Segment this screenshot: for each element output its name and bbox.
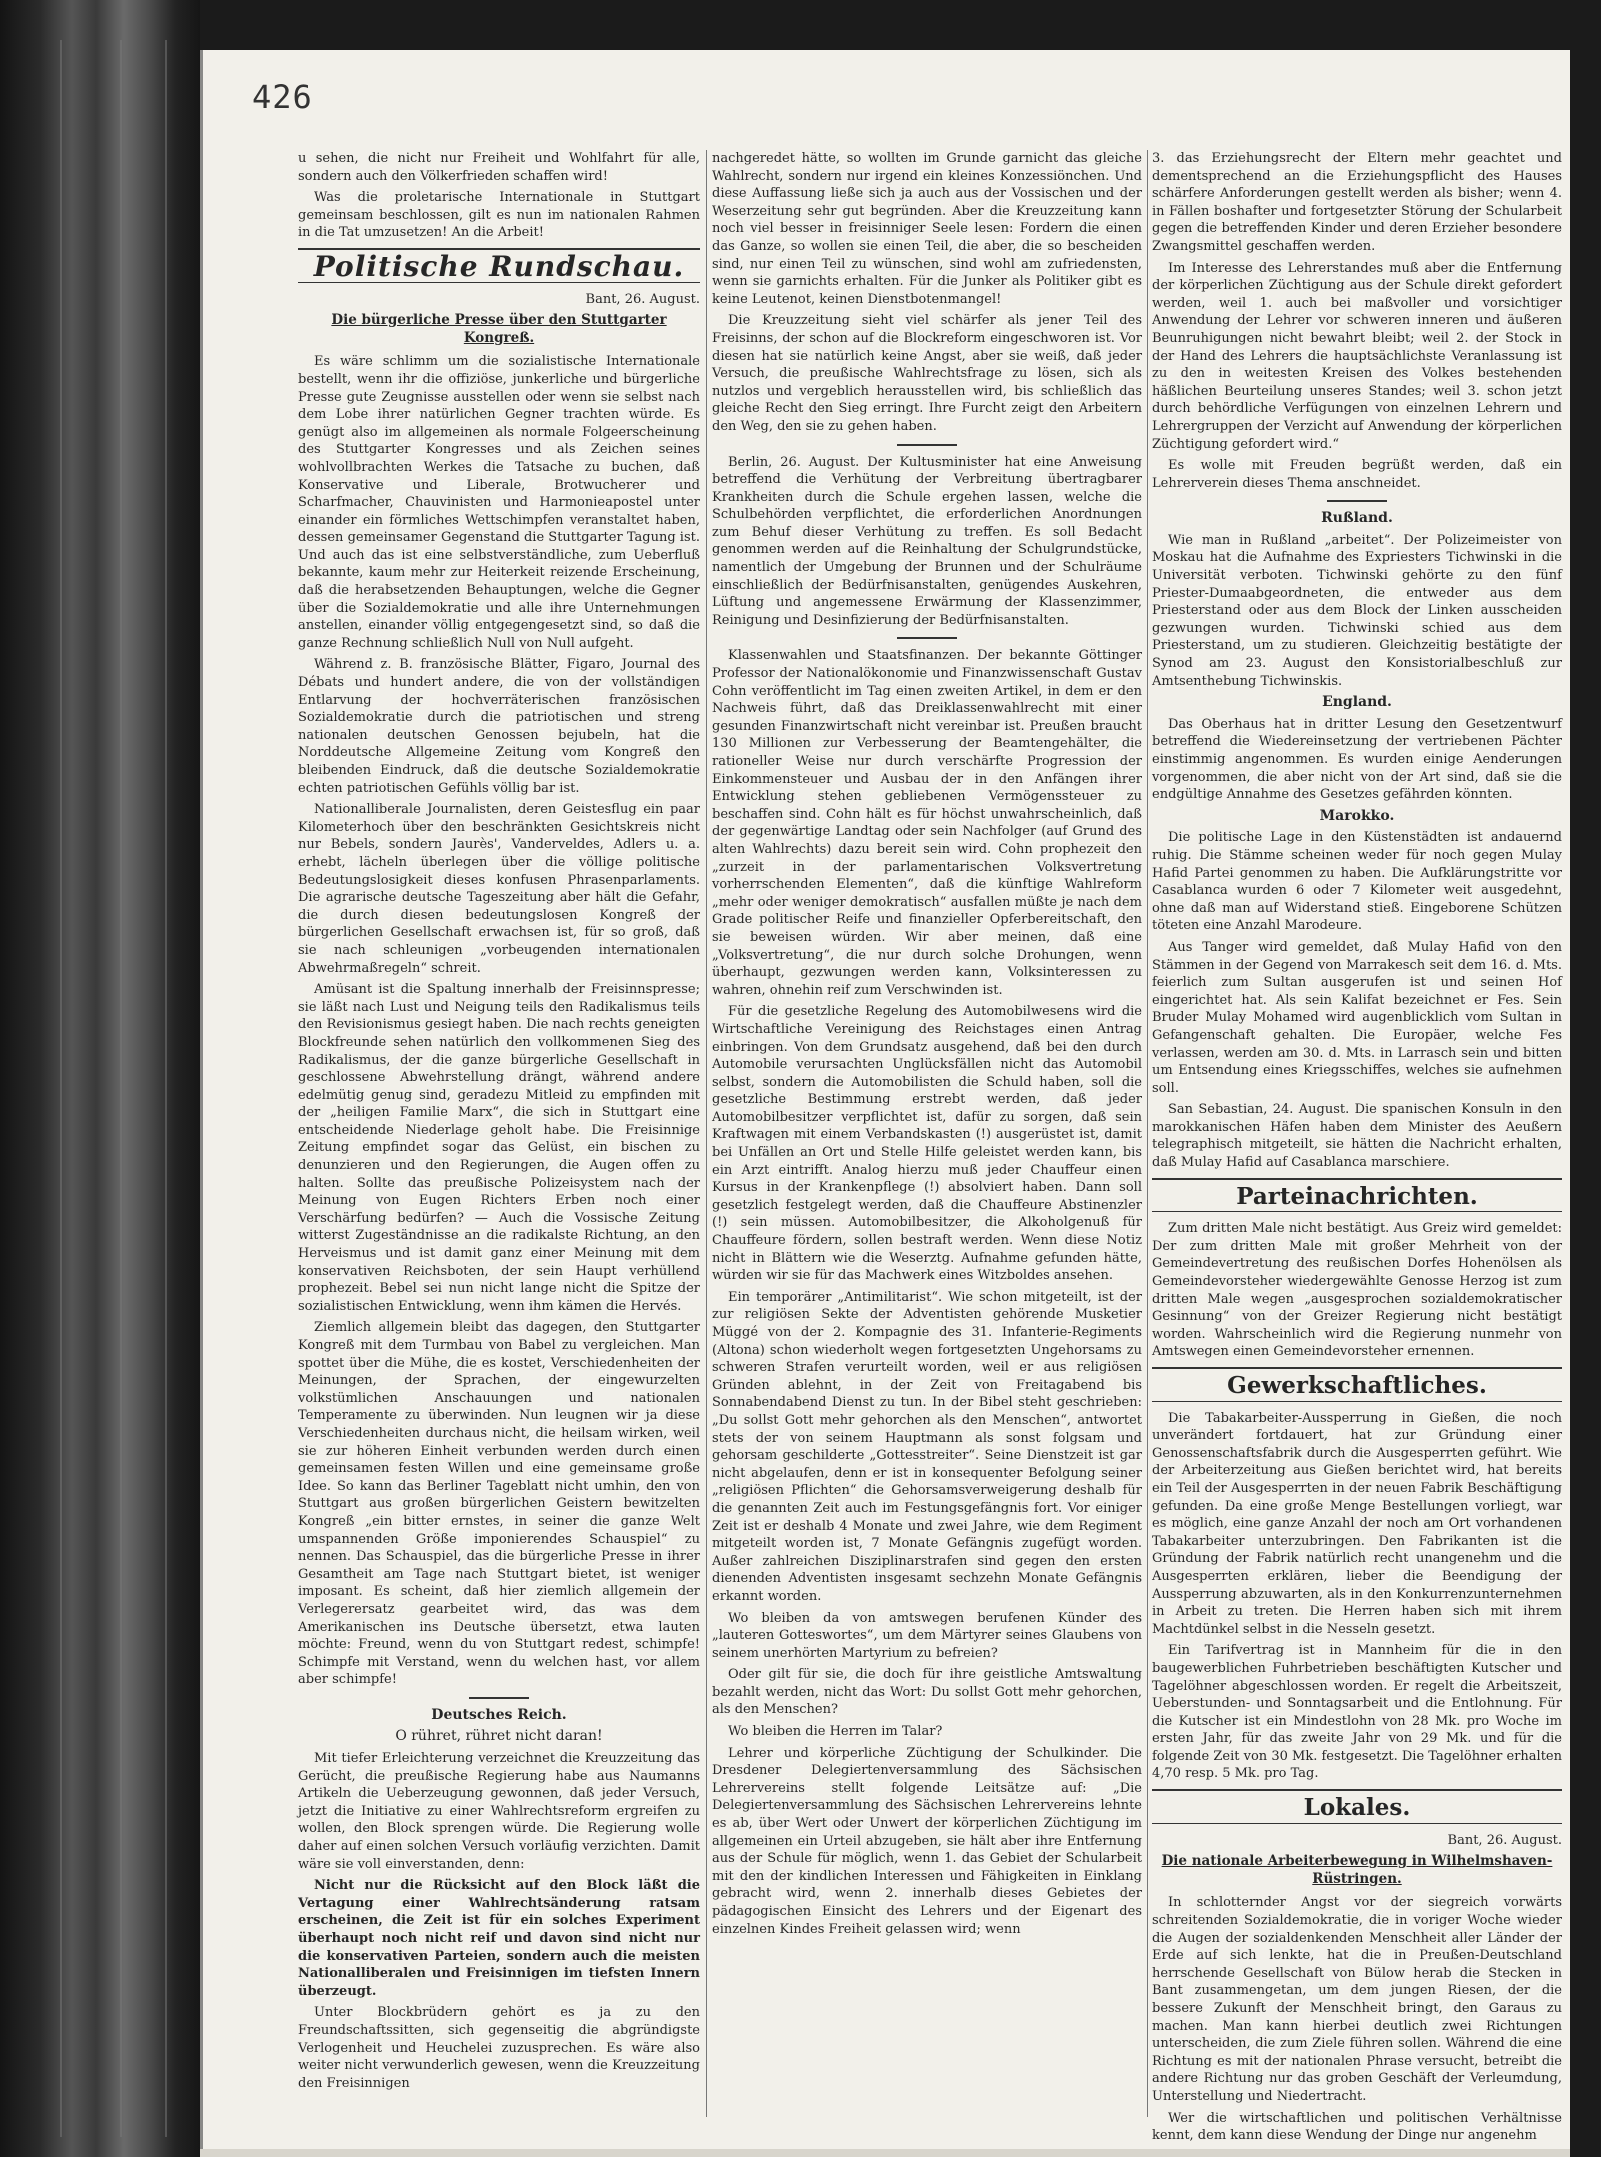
paragraph: Aus Tanger wird gemeldet, daß Mulay Hafid von den Stämmen in der Gegend von Marrakesch seit dem 16. d. Mts. feierlich zum Sultan ausgerufen ist und seinen Hof eingerichtet hat. Als sein Kalifat bezeichnet er Fes. Sein Bruder Mulay Mohamed wird augenblicklich vom Sultan in Gefangenschaft gehalten. Die Europäer, welche Fes verlassen, werden am 30. d. Mts. in Larrasch sein und bitten um Entsendung eines Kriegsschiffes, welches sie aufnehmen soll. <box>1152 939 1562 1096</box>
paragraph: Wo bleiben die Herren im Talar? <box>728 1724 943 1740</box>
paragraph: Klassenwahlen und Staatsfinanzen. Der bekannte Göttinger Professor der Nationalökonomie und Finanzwissenschaft Gustav Cohn veröffentlicht im Tag einen zweiten Artikel, in dem er den Nachweis führt, daß das Dreiklassenwahlrecht mit einer gesunden Finanzwirtschaft nicht vereinbar ist. Preußen braucht 130 Millionen zur Verbesserung der Beamtengehälter, die rationeller Weise nur durch verschärfte Progression der Einkommensteuer und Ausbau der in den Anfängen ihrer Entwicklung stehen gebliebenen Vermögenssteuer zu beschaffen sind. Cohn hält es für höchst unwahrscheinlich, daß der gegenwärtige Landtag oder sein Nachfolger (auf Grund des alten Wahlrechts) dazu bereit sein wird. Cohn prophezeit den „zurzeit in der parlamentarischen Volksvertretung vorherrschenden Elementen“, daß die künftige Wahlreform „mehr oder weniger demokratisch“ ausfallen müßte je nach dem Grade politischer Reife und finanzieller Opferbereitschaft, den sie beweisen würden. Wir aber meinen, daß eine „Volksvertretung“, die nur durch solche Drohungen, wenn überhaupt, gezwungen werden kann, Volksinteressen zu wahren, ohnehin reif zum Verschwinden ist. <box>712 648 1142 998</box>
paragraph: Amüsant ist die Spaltung innerhalb der Freisinnspresse; sie läßt nach Lust und Neigung teils den Radikalismus teils den Revisionismus gesiegt haben. Die nach rechts geneigten Blockfreunde sehen natürlich den vollkommenen Sieg des Radikalismus, der die ganze bürgerliche Gesellschaft in geschlossene Abwehrstellung drängt, während andere edelmütig genug sind, geradezu Mitleid zu empfinden mit der „heiligen Familie Marx“, die sich in Stuttgart eine entscheidende Niederlage geholt habe. Die Freisinnige Zeitung empfindet sogar das Gelüst, ein bischen zu denunzieren und den Regierungen, die Augen offen zu halten. Sollte das preußische Polizeisystem nach der Meinung von Eugen Richters Erben noch einer Verschärfung bedürfen? — Auch die Vossische Zeitung witterst Zugeständnisse an die radikalste Richtung, an den Herveismus und ist damit ganz einer Meinung mit dem konservativen Reichsboten, der sein Haupt verhüllend prophezeit. Bebel sei nun nicht lange nicht die Spitze der sozialistischen Entwicklung, wenn ihm kämen die Hervés. <box>298 982 700 1314</box>
section-title-parteinachrichten: Parteinachrichten. <box>1152 1178 1562 1213</box>
divider <box>897 637 957 639</box>
paragraph: In schlotternder Angst vor der siegreich vorwärts schreitenden Sozialdemokratie, die in voriger Woche wieder die Augen der sozialdenkenden Menschheit aller Länder der Erde auf sich lenkte, hat die in Preußen-Deutschland herrschende Gesellschaft von Bülow herab die Stecken in Bant zusammengetan, um dem jungen Riesen, der die bessere Zukunft der Menschheit bringt, den Garaus zu machen. Man kann hierbei deutlich zwei Richtungen unterscheiden, die zum Ziele führen sollen. Während die eine Richtung es mit der nationalen Phrase versucht, betreibt die andere Richtung nur das groben Geschäft der Verleumdung, Unterstellung und Niedertracht. <box>1152 1895 1562 2104</box>
divider <box>897 444 957 446</box>
column-3 <box>1152 150 1562 2144</box>
section-title-gewerkschaftliches: Gewerkschaftliches. <box>1152 1367 1562 1402</box>
column-1 <box>298 150 700 2127</box>
paragraph: Mit tiefer Erleichterung verzeichnet die Kreuzzeitung das Gerücht, die preußische Regierung habe aus Naumanns Artikeln die Ueberzeugung gewonnen, daß jeder Versuch, jetzt die Initiative zu einer Wahlrechtsreform ergreifen zu wollen, den Block sprengen würde. Die Regierung wolle daher auf einen solchen Versuch vorläufig verzichten. Damit wäre sie voll einverstanden, denn: <box>298 1751 700 1872</box>
dateline: Bant, 26. August. <box>1447 1832 1562 1848</box>
paragraph: Zum dritten Male nicht bestätigt. Aus Greiz wird gemeldet: Der zum dritten Male mit großer Mehrheit von der Gemeindevertretung des reußischen Dorfes Hohenölsen als Gemeindevorsteher wiedergewählte Genosse Herzog ist zum dritten Male wegen „ausgesprochen sozialdemokratischer Gesinnung“ von der Greizer Regierung nicht bestätigt worden. Wahrscheinlich wird die Regierung nunmehr von Amtswegen einen Gemeindevorsteher ernennen. <box>1152 1221 1562 1360</box>
paragraph: Wer die wirtschaftlichen und politischen Verhältnisse kennt, dem kann diese Wendung der Dinge nur angenehm <box>1152 2110 1562 2144</box>
section-title-marokko: Marokko. <box>1319 807 1395 824</box>
paragraph: Es wolle mit Freuden begrüßt werden, daß ein Lehrerverein dieses Thema anschneidet. <box>1152 458 1562 491</box>
paragraph: 3. das Erziehungsrecht der Eltern mehr geachtet und dementsprechend an die Erziehungspflicht des Hauses schärfere Anforderungen gestellt werden als bisher; wenn 4. in Fällen boshafter und fortgesetzter Störung der Schularbeit gegen die betreffenden Kinder und deren Erzieher besondere Zwangsmittel geschaffen werden. <box>1152 151 1562 254</box>
article-subtitle: Die nationale Arbeiterbewegung in Wilhelmshaven-Rüstringen. <box>1161 1853 1553 1887</box>
page-bottom-edge <box>200 2149 1570 2157</box>
column-rule <box>706 150 707 2117</box>
article-subtitle: Die bürgerliche Presse über den Stuttgarter Kongreß. <box>331 312 667 346</box>
section-title-england: England. <box>1322 694 1392 711</box>
paragraph: Was die proletarische Internationale in Stuttgart gemeinsam beschlossen, gilt es nun im nationalen Rahmen in die Tat umzusetzen! An die Arbeit! <box>298 190 700 241</box>
paragraph: Wo bleiben da von amtswegen berufenen Künder des „lauteren Gotteswortes“, um dem Märtyrer seines Glaubens von seinem unerhörten Martyrium zu befreien? <box>712 1610 1142 1661</box>
paragraph: u sehen, die nicht nur Freiheit und Wohlfahrt für alle, sondern auch den Völkerfrieden schaffen wird! <box>298 151 700 184</box>
paragraph: Oder gilt für sie, die doch für ihre geistliche Amtswaltung bezahlt werden, nicht das Wort: Du sollst Gott mehr gehorchen, als den Menschen? <box>712 1667 1142 1718</box>
column-2 <box>712 150 1142 2127</box>
paragraph: Unter Blockbrüdern gehört es ja zu den Freundschaftssitten, sich gegenseitig die abgründigste Verlogenheit und Heuchelei zuzusprechen. Es wäre also weiter nicht verwunderlich gewesen, wenn die Kreuzzeitung den Freisinnigen <box>298 2005 700 2091</box>
paragraph: Die Kreuzzeitung sieht viel schärfer als jener Teil des Freisinns, der schon auf die Blockreform eingeschworen ist. Vor diesen hat sie natürlich keine Angst, aber sie weiß, daß jeder Versuch, die preußische Wahlrechtsfrage zu lösen, sich als nutzlos und vergeblich herausstellen wird, bis schließlich das gleiche Recht den Sieg erringt. Ihre Furcht zeigt den Arbeitern den Weg, den sie zu gehen haben. <box>712 313 1142 434</box>
divider <box>469 1697 529 1699</box>
section-title-politische-rundschau: Politische Rundschau. <box>298 248 700 283</box>
book-binding <box>0 0 200 2157</box>
paragraph: Ein temporärer „Antimilitarist“. Wie schon mitgeteilt, ist der zur religiösen Sekte der Adventisten gehörende Musketier Müggé von der 2. Kompagnie des 31. Infanterie-Regiments (Altona) schon wiederholt wegen fortgesetzten Ungehorsams zu schweren Strafen verurteilt worden, weil er aus religiösen Gründen ablehnt, in der Zeit von Freitagabend bis Sonnabendabend Dienst zu tun. In der Bibel steht geschrieben: „Du sollst Gott mehr gehorchen als den Menschen“, antwortet stets der von seinem Hauptmann als sonst folgsam und gehorsam geschilderte „Gottesstreiter“. Seine Dienstzeit ist gar nicht abgelaufen, denn er ist in konsequenter Befolgung seiner „religiösen Pflichten“ die Gehorsamsverweigerung deshalb für die genannten Zeit auch im Festungsgefängnis fort. Vor einiger Zeit ist er deshalb 4 Monate und zwei Jahre, wie dem Regiment mitgeteilt worden ist, 7 Monate Gefängnis zugefügt worden. Außer zahlreichen Disziplinarstrafen sind gegen den ersten dienenden Adventisten insgesamt sechzehn Monate Gefängnis erkannt worden. <box>712 1289 1142 1604</box>
divider <box>1327 500 1387 502</box>
paragraph: Ziemlich allgemein bleibt das dagegen, den Stuttgarter Kongreß mit dem Turmbau von Babel zu vergleichen. Man spottet über die Mühe, die es kostet, Verschiedenheiten der Meinungen, der Sprachen, der eingewurzelten volkstümlichen Anschauungen und nationalen Temperamente zu überwinden. Nun leugnen wir ja diese Verschiedenheiten durchaus nicht, die heilsam wirken, weil sie zur höheren Einheit verbunden werden durch einen gemeinsamen festen Willen und eine gemeinsame große Idee. So kann das Berliner Tageblatt nicht umhin, den von Stuttgart aus großen bürgerlichen Geistern bewitzelten Kongreß „ein bitter ernstes, in seiner die ganze Welt umspannenden Größe imponierendes Schauspiel“ zu nennen. Das Schauspiel, das die bürgerliche Presse in ihrer Gesamtheit am Tage nach Stuttgart bietet, ist weniger imposant. Es scheint, daß hier ziemlich allgemein der Verlegerersatz gearbeitet wird, das was dem Amerikanischen ins Deutsche übersetzt, etwa lauten möchte: Freund, wenn du von Stuttgart redest, schimpfe! Schimpfe mit Verstand, wenn du welchen hast, vor allem aber schimpfe! <box>298 1320 700 1688</box>
paragraph: Wie man in Rußland „arbeitet“. Der Polizeimeister von Moskau hat die Aufnahme des Expriesters Tichwinski in die Universität verboten. Tichwinski gehörte zu den fünf Priester-Dumaabgeordneten, die entweder aus dem Priesterstand oder aus dem Block der Linken ausscheiden gezwungen wurden. Tichwinski schied aus dem Priesterstand, um zu studieren. Gleichzeitig bestätigte der Synod am 23. August den Konsistorialbeschluß zur Amtsenthebung Tichwinskis. <box>1152 532 1562 689</box>
paragraph: Die politische Lage in den Küstenstädten ist andauernd ruhig. Die Stämme scheinen weder für noch gegen Mulay Hafid Partei genommen zu haben. Die Aufklärungstritte vor Casablanca wurden 6 oder 7 Kilometer weit ausgedehnt, ohne daß man auf Widerstand stieß. Eingeborene Schützen töteten eine Anzahl Marodeure. <box>1152 830 1562 934</box>
section-title-lokales: Lokales. <box>1152 1789 1562 1824</box>
paragraph: Für die gesetzliche Regelung des Automobilwesens wird die Wirtschaftliche Vereinigung des Reichstages einen Antrag einbringen. Von dem Grundsatz ausgehend, daß bei den durch Automobile verursachten Unglücksfällen nicht das Automobil selbst, sondern die Automobilisten die Schuld haben, soll die gesetzliche Bestimmung erstrebt werden, daß jeder Automobilbesitzer verpflichtet ist, dafür zu sorgen, daß sein Kraftwagen mit einem Verbandskasten (!) ausgerüstet ist, damit bei Unfällen an Ort und Stelle Hilfe geleistet werden kann, bis ein Arzt eintrifft. Analog hierzu muß jeder Chauffeur einen Kursus in der Krankenpflege (!) absolviert haben. Dann soll gesetzlich festgelegt werden, daß die Chauffeure Abstinenzler (!) sein müssen. Automobilbesitzer, die Alkoholgenuß für Chauffeure fördern, sollen bestraft werden. Wenn diese Notiz nicht in Blättern wie die Weserztg. Aufnahme gefunden hätte, würden wir sie für das Machwerk eines Witzboldes ansehen. <box>712 1004 1142 1284</box>
paragraph: Während z. B. französische Blätter, Figaro, Journal des Débats und hundert andere, die von der vollständigen Entlarvung der hochverräterischen französischen Sozialdemokratie durch die patriotischen und streng nationalen deutschen Genossen bejubeln, hat die Norddeutsche Allgemeine Zeitung vom Kongreß den bleibenden Eindruck, daß die deutsche Sozialdemokratie echten patriotischen Gefühls völlig bar ist. <box>298 657 700 796</box>
paragraph: Lehrer und körperliche Züchtigung der Schulkinder. Die Dresdener Delegiertenversammlung des Sächsischen Lehrervereins stellt folgende Leitsätze auf: „Die Delegiertenversammlung des Sächsischen Lehrervereins lehnte es ab, über Wert oder Unwert der körperlichen Züchtigung im allgemeinen ein Urteil abzugeben, sie hält aber ihre Entfernung aus der Schule für möglich, wenn 1. das Gebiet der Schularbeit mit den der kindlichen Interessen und Fähigkeiten in Einklang gebracht wird, wenn 2. innerhalb dieses Gebietes der pädagogischen Einsicht des Lehrers und der Eigenart des einzelnen Kindes Freiheit gelassen wird; wenn <box>712 1745 1142 1937</box>
paragraph: Die Tabakarbeiter-Aussperrung in Gießen, die noch unverändert fortdauert, hat zur Gründung einer Genossenschaftsfabrik durch die Ausgesperrten geführt. Wie der Arbeiterzeitung aus Gießen berichtet wird, hat bereits ein Teil der Ausgesperrten in der neuen Fabrik Beschäftigung gefunden. Da eine große Menge Bestellungen vorliegt, war es möglich, eine ganze Anzahl der noch am Ort vorhandenen Tabakarbeiter unterzubringen. Den Fabrikanten ist die Gründung der Fabrik natürlich recht unangenehm und die Ausgesperrten erklären, lieber die Beendigung der Aussperrung abzuwarten, als in den Konkurrenzunternehmen in Arbeit zu treten. Die Herren haben sich mit ihrem Machtdünkel selbst in die Nesseln gesetzt. <box>1152 1410 1562 1637</box>
paragraph: Es wäre schlimm um die sozialistische Internationale bestellt, wenn ihr die offiziöse, junkerliche und bürgerliche Presse gute Zeugnisse ausstellen oder wenn sie selbst nach dem Lobe ihrer natürlichen Gegner trachten würde. Es genügt also im allgemeinen als normale Folgeerscheinung des Stuttgarter Kongresses und als Zeichen seines wohlvollbrachten Werkes die Tatsache zu buchen, daß Konservative und Liberale, Brotwucherer und Scharfmacher, Chauvinisten und Harmonieapostel unter einander ein förmliches Wettschimpfen veranstaltet haben, dessen gemeinsamer Gegenstand die Stuttgarter Tagung ist. Und auch das ist eine selbstverständliche, zum Ueberfluß bekannte, kaum mehr zur Heiterkeit reizende Erscheinung, daß die herabsetzenden Behauptungen, welche die Gegner über die Sozialdemokratie und alle ihre Unternehmungen anstellen, einander völlig entgegengesetzt sind, so daß die ganze Rechnung schließlich Null von Null aufgeht. <box>298 354 700 651</box>
paragraph: nachgeredet hätte, so wollten im Grunde garnicht das gleiche Wahlrecht, sondern nur irgend ein kleines Konzessiönchen. Und diese Auffassung ließe sich ja auch aus der Vossischen und der Weserzeitung sehr gut begründen. Aber die Kreuzzeitung kann noch viel besser in freisinniger Seele lesen: Fordern die einen das Ganze, so wollen sie einen Teil, die aber, die so bescheiden sind, nur einen Teil zu wünschen, sind wohl am zufriedensten, wenn sie garnichts erhalten. Für die Junker als Politiker gibt es keine Leutenot, keinen Dienstbotenmangel! <box>712 151 1142 307</box>
paragraph: Das Oberhaus hat in dritter Lesung den Gesetzentwurf betreffend die Wiedereinsetzung der vertriebenen Pächter einstimmig angenommen. Es wurden einige Aenderungen vorgenommen, die aber nicht von der Art sind, daß sie die endgültige Annahme des Gesetzes gefährden könnten. <box>1152 716 1562 803</box>
paragraph: Nationalliberale Journalisten, deren Geistesflug ein paar Kilometerhoch über den beschränkten Gesichtskreis nicht nur Bebels, sondern Jaurès', Vanderveldes, Adlers u. a. erhebt, lächeln überlegen über die völlige politische Bedeutungslosigkeit dieses konfusen Phrasenparlaments. Die agrarische deutsche Tageszeitung aber hält die Gefahr, die durch diesen bedeutungslosen Kongreß der bürgerlichen Gesellschaft erwachsen ist, für so groß, daß sie nach schleunigen „vorbeugenden internationalen Abwehrmaßregeln“ schreit. <box>298 802 700 976</box>
page-number: 426 <box>252 78 313 116</box>
paragraph: Berlin, 26. August. Der Kultusminister hat eine Anweisung betreffend die Verhütung der Verbreitung übertragbarer Krankheiten durch die Schule ergehen lassen, welche die Schulbehörden verpflichtet, die erforderlichen Anordnungen zum Behuf dieser Verhütung zu treffen. Es soll Bedacht genommen werden auf die Reinhaltung der Schulgrundstücke, namentlich der Umgebung der Brunnen und der Schulräume einschließlich der Bedürfnisanstalten, genügendes Auskehren, Lüftung und angemessene Erwärmung der Klassenzimmer, Reinigung und Desinfizierung der Bedürfnisanstalten. <box>712 454 1142 628</box>
paragraph: Ein Tarifvertrag ist in Mannheim für die in den baugewerblichen Fuhrbetrieben beschäftigten Kutscher und Tagelöhner abgeschlossen worden. Er regelt die Arbeitszeit, Ueberstunden- und Sonntagsarbeit und die Entlohnung. Für die Kutscher ist ein Mindestlohn von 28 Mk. pro Woche im ersten Jahr, für das zweite Jahr von 29 Mk. und für die folgende Zeit von 30 Mk. festgesetzt. Die Tagelöhner erhalten 4,70 resp. 5 Mk. pro Tag. <box>1152 1643 1562 1782</box>
section-title-deutsches-reich: Deutsches Reich. <box>431 1706 567 1723</box>
article-heading: O rühret, rühret nicht daran! <box>395 1728 603 1745</box>
column-rule <box>1147 150 1148 2117</box>
dateline: Bant, 26. August. <box>585 291 700 307</box>
section-title-russland: Rußland. <box>1321 510 1393 527</box>
paragraph: Im Interesse des Lehrerstandes muß aber die Entfernung der körperlichen Züchtigung aus der Schule direkt gefordert werden, weil 1. auch bei maßvoller und vorsichtiger Anwendung der Lehrer vor schweren inneren und äußeren Beunruhigungen nicht bewahrt bleibt; weil 2. der Stock in der Hand des Lehrers die hauptsächlichste Veranlassung ist zu den in weitesten Kreisen des Volkes bestehenden häßlichen Beurteilung unseres Standes; weil 3. schon jetzt durch behördliche Verfügungen von einzelnen Lehrern und Lehrergruppen der Verzicht auf Anwendung der körperlichen Züchtigung gefordert wird.“ <box>1152 260 1562 452</box>
paragraph: San Sebastian, 24. August. Die spanischen Konsuln in den marokkanischen Häfen haben dem Minister des Aeußern telegraphisch mitgeteilt, sie hätten die Nachricht erhalten, daß Mulay Hafid auf Casablanca marschiere. <box>1152 1102 1562 1171</box>
quote-paragraph: Nicht nur die Rücksicht auf den Block läßt die Vertagung einer Wahlrechtsänderung ratsam erscheinen, die Zeit ist für ein solches Experiment überhaupt noch nicht reif und davon sind nicht nur die konservativen Parteien, sondern auch die meisten Nationalliberalen und Freisinnigen im tiefsten Innern überzeugt. <box>298 1878 700 1999</box>
